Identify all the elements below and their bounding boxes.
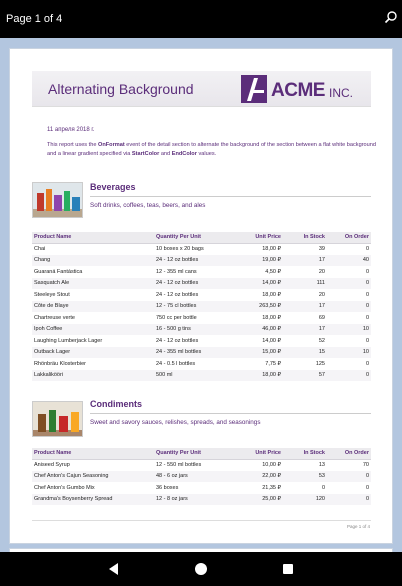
unit-price-cell: 263,50 ₽ [238,301,283,313]
table-row [32,471,371,483]
search-icon[interactable] [384,10,398,24]
page-footer: Page 1 of 4 [346,524,370,529]
on-order-cell: 0 [365,246,369,252]
acme-logo-mark-icon [241,75,267,103]
quantity-cell: 48 - 6 oz jars [154,471,238,483]
report-date: 11 апреля 2018 г. [47,127,95,133]
product-name-cell: Laughing Lumberjack Lager [34,337,103,344]
unit-price-cell: 25,00 ₽ [238,494,283,506]
col-product-name: Product Name [32,448,154,459]
on-order-cell: 0 [327,471,371,483]
in-stock-cell: 15 [283,347,327,359]
table-row [32,324,371,336]
table-row [32,335,371,347]
on-order-cell: 0 [327,278,371,290]
back-icon[interactable] [109,563,118,575]
col-product-name: Product Name [32,232,154,243]
in-stock-cell: 39 [318,246,325,252]
table-row [32,358,371,370]
unit-price-cell: 46,00 ₽ [238,324,283,336]
page-indicator: Page 1 of 4 [6,13,63,25]
table-row [32,301,371,313]
on-order-cell: 0 [365,337,369,344]
in-stock-cell: 0 [321,484,325,491]
product-name-cell: Steeleye Stout [34,291,70,298]
logo-suffix: INC. [329,86,353,100]
table-row [32,255,371,267]
table-row [32,494,371,506]
top-toolbar [0,0,402,38]
product-name-cell: Rhönbräu Klosterbier [34,360,86,367]
product-name-cell: Côte de Blaye [32,301,154,313]
home-icon[interactable] [195,563,207,575]
report-description: This report uses the OnFormat event of the detail section to alternate the background of the section between a flat white background and a linear gradient specified via StartColor and EndColor values. [47,142,376,157]
on-order-cell: 0 [365,291,369,298]
on-order-cell: 0 [365,268,369,275]
in-stock-cell: 13 [318,462,325,468]
product-name-cell: Chartreuse verte [34,314,75,321]
unit-price-cell: 10,00 ₽ [262,462,281,468]
col-on-order: On Order [327,448,371,459]
product-name-cell: Guaraná Fantástica [34,268,83,275]
table-row [32,278,371,290]
on-order-cell: 70 [362,462,369,468]
unit-price-cell: 22,00 ₽ [238,471,283,483]
product-name-cell: Chef Anton's Gumbo Mix [34,484,95,491]
on-order-cell: 0 [365,360,369,367]
quantity-cell: 12 - 550 ml bottles [156,462,202,468]
quantity-cell: 36 boxes [156,484,179,491]
col-on-order: On Order [327,232,371,243]
on-order-cell: 10 [327,347,371,359]
in-stock-cell: 17 [283,255,327,267]
divider [90,196,371,197]
quantity-cell: 24 - 355 ml bottles [154,347,238,359]
in-stock-cell: 69 [318,314,325,321]
quantity-cell: 24 - 12 oz bottles [154,278,238,290]
category-description: Soft drinks, coffees, teas, beers, and ales [90,202,206,209]
category-name: Condiments [90,399,143,409]
product-name-cell: Ipoh Coffee [32,324,154,336]
col-quantity: Quantity Per Unit [154,232,238,243]
report-title: Alternating Background [48,81,194,97]
quantity-cell: 12 - 8 oz jars [154,494,238,506]
quantity-cell: 24 - 12 oz bottles [156,337,199,344]
on-order-cell: 0 [365,484,369,491]
table-row [32,312,371,324]
report-header [32,71,371,107]
table-header-row [32,448,371,459]
table-row [32,459,371,471]
table-header-row [32,232,371,243]
in-stock-cell: 53 [283,471,327,483]
beverages-table [32,232,371,381]
quantity-cell: 24 - 0.5 l bottles [156,360,196,367]
quantity-cell: 500 ml [154,370,238,382]
quantity-cell: 24 - 12 oz bottles [156,291,199,298]
unit-price-cell: 18,00 ₽ [238,370,283,382]
footer-divider [32,520,371,521]
quantity-cell: 12 - 355 ml cans [156,268,197,275]
quantity-cell: 24 - 12 oz bottles [154,255,238,267]
acme-logo [241,75,363,103]
in-stock-cell: 57 [283,370,327,382]
in-stock-cell: 20 [318,268,325,275]
on-order-cell: 40 [327,255,371,267]
document-viewer[interactable] [0,38,402,552]
table-row [32,482,371,494]
col-unit-price: Unit Price [238,232,283,243]
table-row [32,347,371,359]
table-row [32,243,371,255]
product-name-cell: Aniseed Syrup [34,462,70,468]
unit-price-cell: 7,75 ₽ [265,360,281,367]
product-name-cell: Chef Anton's Cajun Seasoning [32,471,154,483]
android-nav-bar [0,552,402,586]
col-in-stock: In Stock [283,448,327,459]
beverages-image [32,182,83,218]
on-order-cell: 0 [327,494,371,506]
unit-price-cell: 18,00 ₽ [262,291,281,298]
col-unit-price: Unit Price [238,448,283,459]
category-description: Sweet and savory sauces, relishes, spreads, and seasonings [90,419,261,426]
condiments-image [32,401,83,437]
on-order-cell: 0 [327,301,371,313]
quantity-cell: 750 cc per bottle [156,314,197,321]
col-in-stock: In Stock [283,232,327,243]
product-name-cell: Grandma's Boysenberry Spread [32,494,154,506]
product-name-cell: Lakkalikööri [32,370,154,382]
unit-price-cell: 14,00 ₽ [262,337,281,344]
on-order-cell: 10 [327,324,371,336]
logo-text: ACME [271,80,325,101]
divider [90,413,371,414]
product-name-cell: Outback Lager [32,347,154,359]
quantity-cell: 10 boxes x 20 bags [156,246,204,252]
product-name-cell: Sasquatch Ale [32,278,154,290]
on-order-cell: 0 [327,370,371,382]
table-row [32,370,371,382]
unit-price-cell: 15,00 ₽ [238,347,283,359]
in-stock-cell: 111 [283,278,327,290]
in-stock-cell: 52 [318,337,325,344]
unit-price-cell: 21,35 ₽ [262,484,281,491]
unit-price-cell: 14,00 ₽ [238,278,283,290]
on-order-cell: 0 [365,314,369,321]
quantity-cell: 16 - 500 g tins [154,324,238,336]
in-stock-cell: 17 [283,301,327,313]
col-quantity: Quantity Per Unit [154,448,238,459]
product-name-cell: Chang [32,255,154,267]
condiments-table [32,448,371,505]
unit-price-cell: 18,00 ₽ [262,246,281,252]
report-page [9,48,393,544]
quantity-cell: 12 - 75 cl bottles [154,301,238,313]
in-stock-cell: 17 [283,324,327,336]
table-row [32,266,371,278]
in-stock-cell: 20 [318,291,325,298]
unit-price-cell: 19,00 ₽ [238,255,283,267]
table-row [32,289,371,301]
in-stock-cell: 125 [315,360,325,367]
category-name: Beverages [90,182,136,192]
product-name-cell: Chai [34,246,46,252]
unit-price-cell: 18,00 ₽ [262,314,281,321]
in-stock-cell: 120 [283,494,327,506]
unit-price-cell: 4,50 ₽ [265,268,281,275]
recent-apps-icon[interactable] [283,564,293,574]
